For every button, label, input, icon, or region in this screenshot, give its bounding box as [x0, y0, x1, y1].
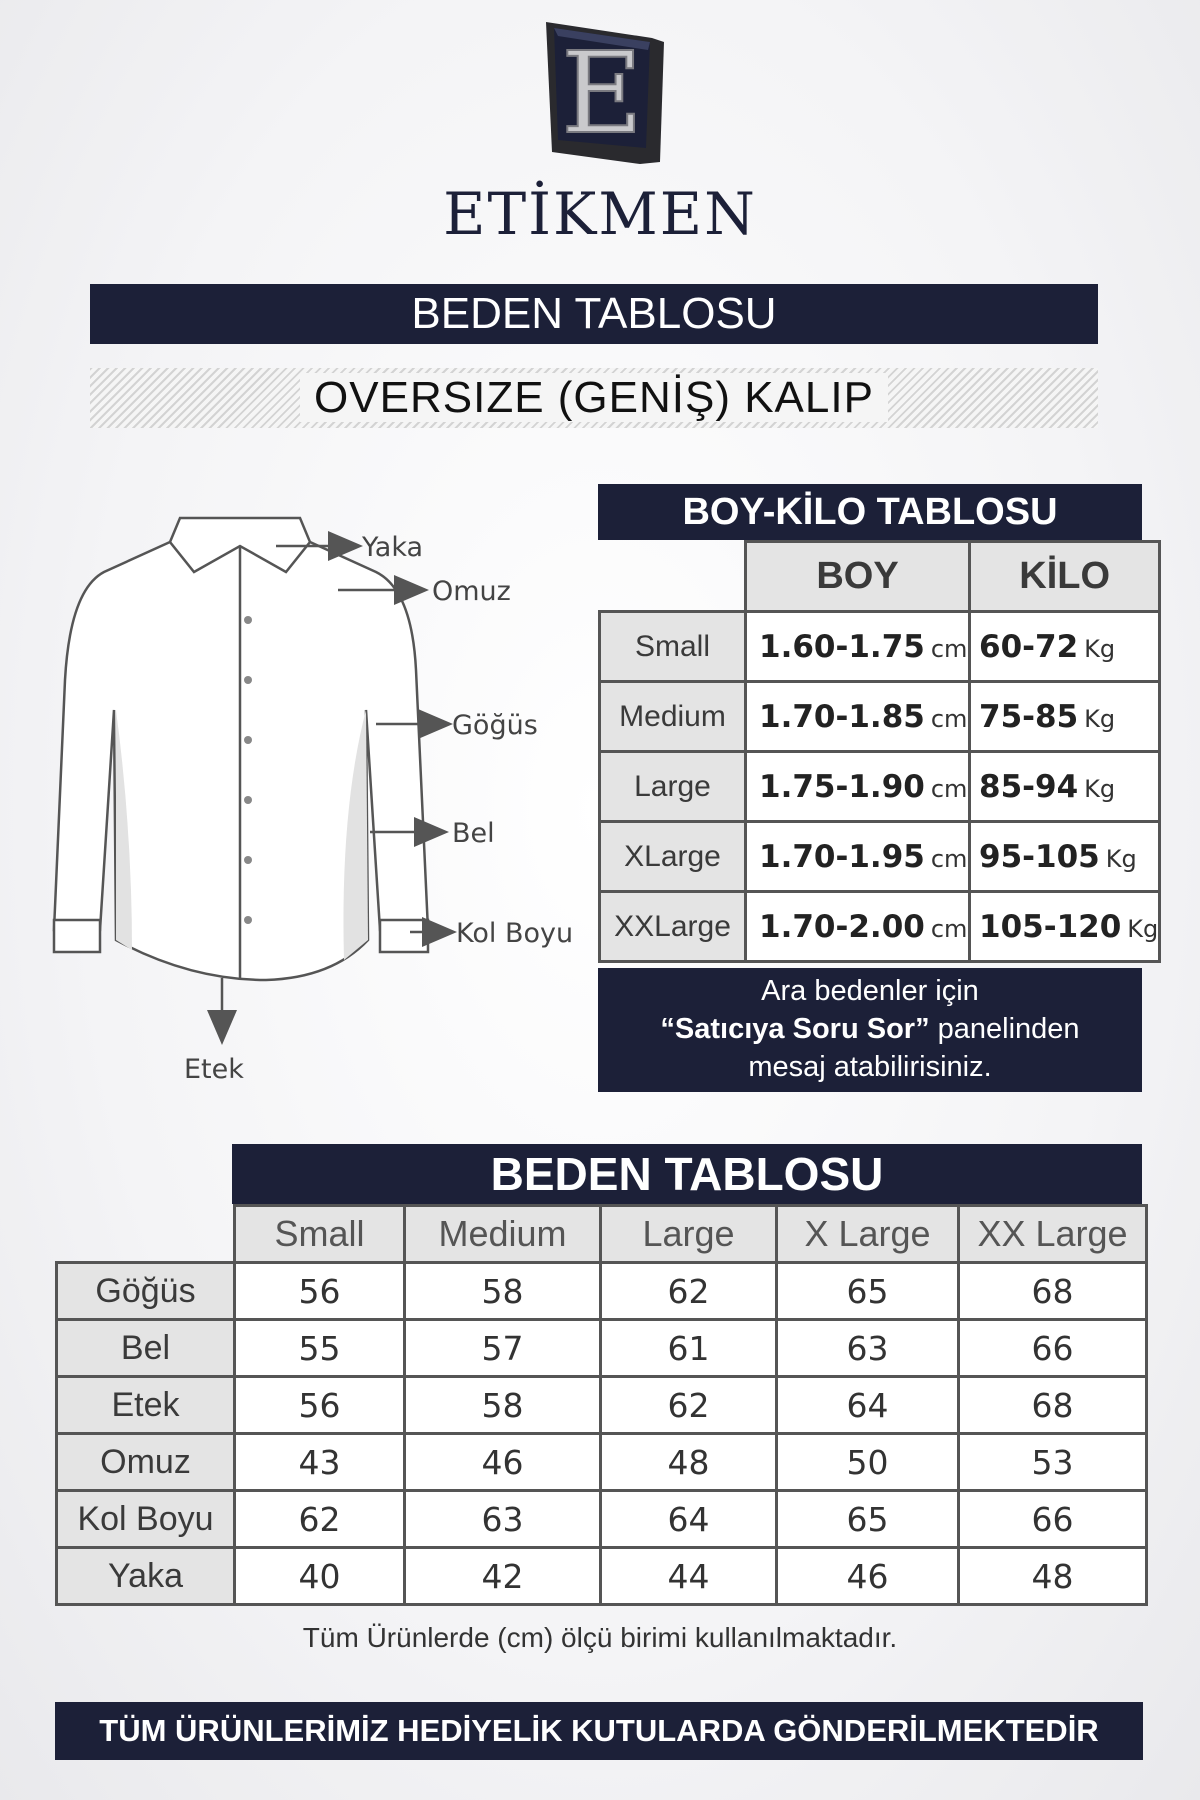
col-header: Small: [235, 1206, 405, 1263]
table-cell: 65: [777, 1491, 959, 1548]
kilo-unit: Kg: [1084, 634, 1116, 663]
table-cell: 56: [235, 1377, 405, 1434]
oversize-title: OVERSIZE (GENİŞ) KALIP: [300, 373, 888, 422]
table-cell: 46: [405, 1434, 601, 1491]
table-cell: 58: [405, 1263, 601, 1320]
boy-value: 1.60-1.75: [759, 628, 925, 665]
size-label: Small: [600, 612, 746, 682]
table-cell: 56: [235, 1263, 405, 1320]
note-highlight: “Satıcıya Soru Sor”: [660, 1013, 930, 1045]
col-header: Medium: [405, 1206, 601, 1263]
table-cell: 62: [235, 1491, 405, 1548]
col-header: Large: [601, 1206, 777, 1263]
table-cell: 50: [777, 1434, 959, 1491]
table-cell: 65: [777, 1263, 959, 1320]
note-line-2-rest: panelinden: [937, 1013, 1080, 1045]
table-row: [57, 1263, 1147, 1320]
table-row: [600, 822, 1160, 892]
table-cell: 68: [959, 1377, 1147, 1434]
boy-unit: cm: [930, 844, 968, 873]
kilo-cell: [970, 612, 1160, 682]
table-cell: 64: [601, 1491, 777, 1548]
table-cell: 68: [959, 1263, 1147, 1320]
col-header-kilo: KİLO: [970, 542, 1160, 612]
table-row: [57, 1320, 1147, 1377]
boy-unit: cm: [930, 704, 968, 733]
boy-unit: cm: [930, 634, 968, 663]
note-line-1: Ara bedenler için: [761, 975, 979, 1007]
kilo-unit: Kg: [1105, 844, 1137, 873]
label-omuz: Omuz: [432, 576, 511, 607]
beden-tablosu-title: BEDEN TABLOSU: [232, 1144, 1142, 1204]
table-cell: 63: [777, 1320, 959, 1377]
table-cell: 61: [601, 1320, 777, 1377]
table-cell: 42: [405, 1548, 601, 1605]
kilo-cell: [970, 822, 1160, 892]
col-header-boy: BOY: [746, 542, 970, 612]
kilo-cell: [970, 682, 1160, 752]
ara-beden-note: [598, 968, 1142, 1092]
boy-cell: [746, 612, 970, 682]
kilo-cell: [970, 752, 1160, 822]
table-cell: 58: [405, 1377, 601, 1434]
boy-value: 1.70-1.95: [759, 838, 925, 875]
table-row: [600, 612, 1160, 682]
kilo-unit: Kg: [1084, 774, 1116, 803]
row-label: Bel: [57, 1320, 235, 1377]
boy-kilo-table: [598, 540, 1161, 963]
table-cell: 55: [235, 1320, 405, 1377]
label-etek: Etek: [184, 1054, 244, 1085]
boy-value: 1.70-2.00: [759, 908, 925, 945]
size-label: Medium: [600, 682, 746, 752]
label-yaka: Yaka: [362, 532, 424, 563]
table-cell: 64: [777, 1377, 959, 1434]
label-kol-boyu: Kol Boyu: [456, 918, 574, 949]
beden-tablosu-banner: BEDEN TABLOSU: [90, 284, 1098, 344]
table-cell: 62: [601, 1263, 777, 1320]
table-cell: 66: [959, 1320, 1147, 1377]
kilo-value: 95-105: [979, 838, 1100, 875]
boy-cell: [746, 892, 970, 962]
kilo-value: 105-120: [979, 908, 1122, 945]
row-label: Omuz: [57, 1434, 235, 1491]
size-label: XLarge: [600, 822, 746, 892]
boy-cell: [746, 682, 970, 752]
table-row: [57, 1548, 1147, 1605]
table-corner: [600, 542, 746, 612]
oversize-banner: [90, 368, 1098, 428]
table-row: [600, 892, 1160, 962]
beden-tablosu-table: [55, 1204, 1148, 1606]
boy-kilo-title: BOY-KİLO TABLOSU: [598, 484, 1142, 540]
table-row: [600, 682, 1160, 752]
table-cell: 57: [405, 1320, 601, 1377]
kilo-value: 85-94: [979, 768, 1079, 805]
row-label: Göğüs: [57, 1263, 235, 1320]
logo-letter: E: [561, 29, 643, 159]
size-label: XXLarge: [600, 892, 746, 962]
shirt-diagram: [40, 510, 600, 1090]
table-row: [57, 1377, 1147, 1434]
boy-value: 1.75-1.90: [759, 768, 925, 805]
boy-cell: [746, 822, 970, 892]
kilo-unit: Kg: [1084, 704, 1116, 733]
kilo-value: 75-85: [979, 698, 1079, 735]
table-corner: [57, 1206, 235, 1263]
label-bel: Bel: [452, 818, 495, 849]
table-cell: 43: [235, 1434, 405, 1491]
row-label: Yaka: [57, 1548, 235, 1605]
beden-header-row: [57, 1206, 1147, 1263]
size-label: Large: [600, 752, 746, 822]
note-line-3: mesaj atabilirisiniz.: [748, 1051, 992, 1083]
table-cell: 44: [601, 1548, 777, 1605]
boy-unit: cm: [930, 774, 968, 803]
col-header: XX Large: [959, 1206, 1147, 1263]
footer-banner: TÜM ÜRÜNLERİMİZ HEDİYELİK KUTULARDA GÖNDERİLMEKTEDİR: [55, 1702, 1143, 1760]
kilo-unit: Kg: [1127, 914, 1159, 943]
table-cell: 53: [959, 1434, 1147, 1491]
row-label: Kol Boyu: [57, 1491, 235, 1548]
kilo-value: 60-72: [979, 628, 1079, 665]
table-cell: 46: [777, 1548, 959, 1605]
table-row: [57, 1491, 1147, 1548]
col-header: X Large: [777, 1206, 959, 1263]
row-label: Etek: [57, 1377, 235, 1434]
table-cell: 48: [601, 1434, 777, 1491]
table-cell: 63: [405, 1491, 601, 1548]
table-cell: 48: [959, 1548, 1147, 1605]
unit-note: Tüm Ürünlerde (cm) ölçü birimi kullanılmaktadır.: [302, 1622, 898, 1653]
boy-cell: [746, 752, 970, 822]
brand-name: ETİKMEN: [443, 180, 757, 248]
label-gogus: Göğüs: [452, 710, 538, 741]
kilo-cell: [970, 892, 1160, 962]
table-cell: 66: [959, 1491, 1147, 1548]
shirt-outline: [54, 518, 428, 980]
note-line-2: [598, 1010, 1142, 1048]
boy-value: 1.70-1.85: [759, 698, 925, 735]
boy-unit: cm: [930, 914, 968, 943]
table-row: [57, 1434, 1147, 1491]
brand-logo: [540, 14, 670, 174]
table-cell: 62: [601, 1377, 777, 1434]
table-cell: 40: [235, 1548, 405, 1605]
boy-kilo-header-row: [600, 542, 1160, 612]
table-row: [600, 752, 1160, 822]
